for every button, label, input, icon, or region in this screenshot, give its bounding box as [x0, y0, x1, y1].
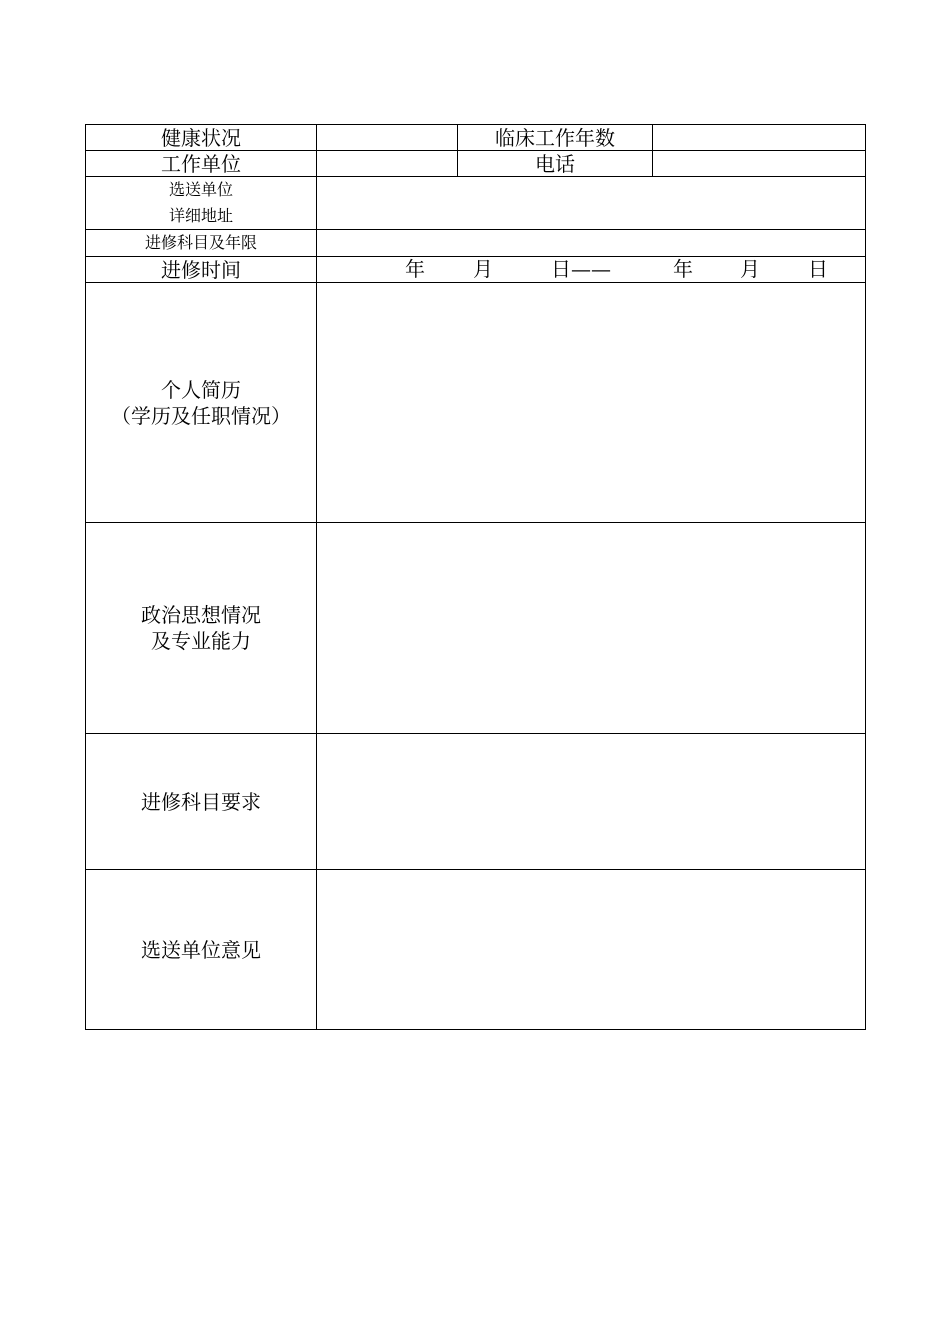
political-label-line1: 政治思想情况 [141, 603, 261, 627]
sending-unit-address-label [86, 177, 317, 230]
clinical-years-label: 临床工作年数 [458, 125, 653, 151]
date-month-end: 月 [740, 257, 760, 281]
unit-opinion-field[interactable] [317, 870, 866, 1030]
resume-label-line2: （学历及任职情况） [111, 403, 291, 428]
application-form-table [85, 124, 866, 1030]
row-political [86, 523, 866, 734]
political-field[interactable] [317, 523, 866, 734]
study-time-field[interactable] [317, 257, 866, 283]
resume-label-line1: 个人简历 [161, 377, 241, 402]
date-year-end: 年 [673, 257, 693, 281]
row-workplace [86, 151, 866, 177]
date-day-end: 日 [808, 257, 828, 281]
study-subject-field[interactable] [317, 230, 866, 257]
clinical-years-field[interactable] [653, 125, 866, 151]
row-subject-requirement [86, 734, 866, 870]
row-health [86, 125, 866, 151]
date-year-start: 年 [405, 257, 425, 281]
political-label [86, 523, 317, 734]
sending-unit-address-field[interactable] [317, 177, 866, 230]
row-resume [86, 283, 866, 523]
subject-requirement-field[interactable] [317, 734, 866, 870]
unit-opinion-label: 选送单位意见 [86, 870, 317, 1030]
row-study-time [86, 257, 866, 283]
health-label: 健康状况 [86, 125, 317, 151]
workplace-label: 工作单位 [86, 151, 317, 177]
date-month-start: 月 [473, 257, 493, 281]
subject-requirement-label: 进修科目要求 [86, 734, 317, 870]
phone-label: 电话 [458, 151, 653, 177]
health-field[interactable] [317, 125, 458, 151]
date-day-start: 日—— [551, 257, 611, 281]
study-time-label: 进修时间 [86, 257, 317, 283]
sending-unit-address-label-line1: 选送单位 [168, 180, 233, 199]
row-sending-unit-address [86, 177, 866, 230]
row-study-subject [86, 230, 866, 257]
political-label-line2: 及专业能力 [151, 629, 251, 653]
sending-unit-address-label-line2: 详细地址 [168, 206, 233, 225]
resume-label [86, 283, 317, 523]
resume-field[interactable] [317, 283, 866, 523]
row-unit-opinion [86, 870, 866, 1030]
workplace-field[interactable] [317, 151, 458, 177]
study-subject-label: 进修科目及年限 [86, 230, 317, 257]
phone-field[interactable] [653, 151, 866, 177]
